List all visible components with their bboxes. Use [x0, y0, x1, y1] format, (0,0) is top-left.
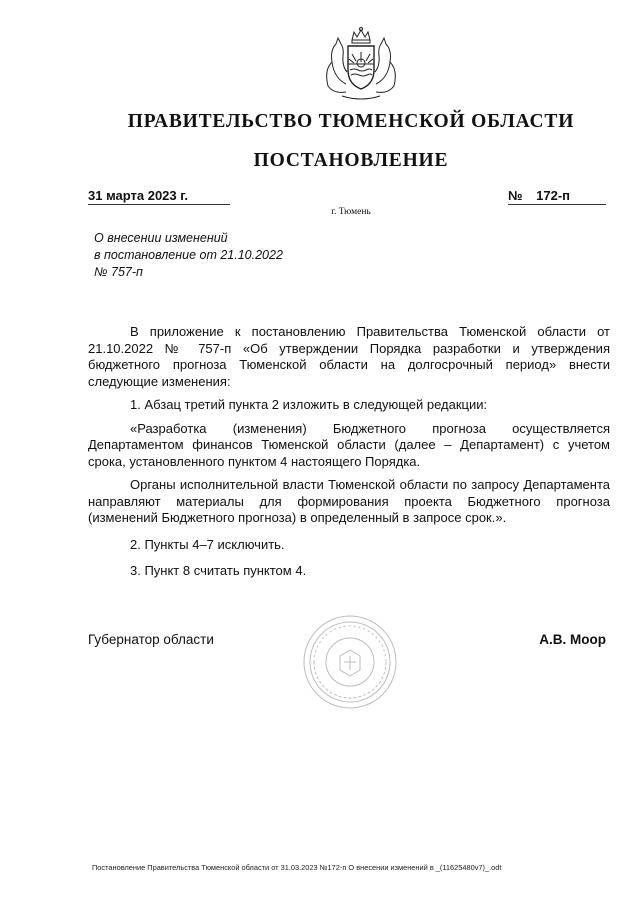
subject-line: в постановление от 21.10.2022	[94, 248, 283, 262]
body-paragraph: 1. Абзац третий пункта 2 изложить в следующей редакции:	[130, 397, 488, 412]
signer-name: А.В. Моор	[539, 632, 606, 647]
document-subject	[94, 230, 354, 281]
document-type-title: ПОСТАНОВЛЕНИЕ	[253, 150, 449, 171]
subject-line: № 757-п	[94, 265, 143, 279]
body-paragraph: 3. Пункт 8 считать пунктом 4.	[130, 563, 307, 578]
document-number	[508, 188, 606, 205]
signer-role: Губернатор области	[88, 632, 214, 647]
tyumen-region-coat-of-arms-icon	[316, 26, 406, 106]
page-footer: Постановление Правительства Тюменской области от 31.03.2023 №172-п О внесении изменений в _(11625480v7)_.odt	[92, 863, 502, 872]
document-body	[88, 324, 610, 587]
body-paragraph: «Разработка (изменения) Бюджетного прогноза осуществляется Департаментом финансов Тюменской области (далее – Департамент) с учетом срока, установленного пунктом 4 настоящего Порядка.	[88, 420, 610, 469]
body-paragraph: Органы исполнительной власти Тюменской области по запросу Департамента направляют материалы для формирования проекта Бюджетного прогноза (изменений Бюджетного прогноза) в определенный в запросе срок.».	[88, 477, 610, 525]
number-sign: №	[508, 188, 523, 203]
body-paragraph: В приложение к постановлению Правительства Тюменской области от 21.10.2022 № 757-п «Об утверждении Порядка разработки и утверждения бюджетного прогноза Тюменской области на долгосрочный период» внести следующие изменения:	[88, 324, 610, 389]
body-paragraph: 2. Пункты 4–7 исключить.	[130, 536, 285, 552]
subject-line: О внесении изменений	[94, 231, 228, 245]
official-seal-stamp-icon	[300, 612, 400, 712]
government-title: ПРАВИТЕЛЬСТВО ТЮМЕНСКОЙ ОБЛАСТИ	[127, 111, 575, 132]
number-value: 172-п	[536, 188, 570, 203]
document-date: 31 марта 2023 г.	[88, 188, 230, 205]
city-label: г. Тюмень	[331, 207, 371, 217]
